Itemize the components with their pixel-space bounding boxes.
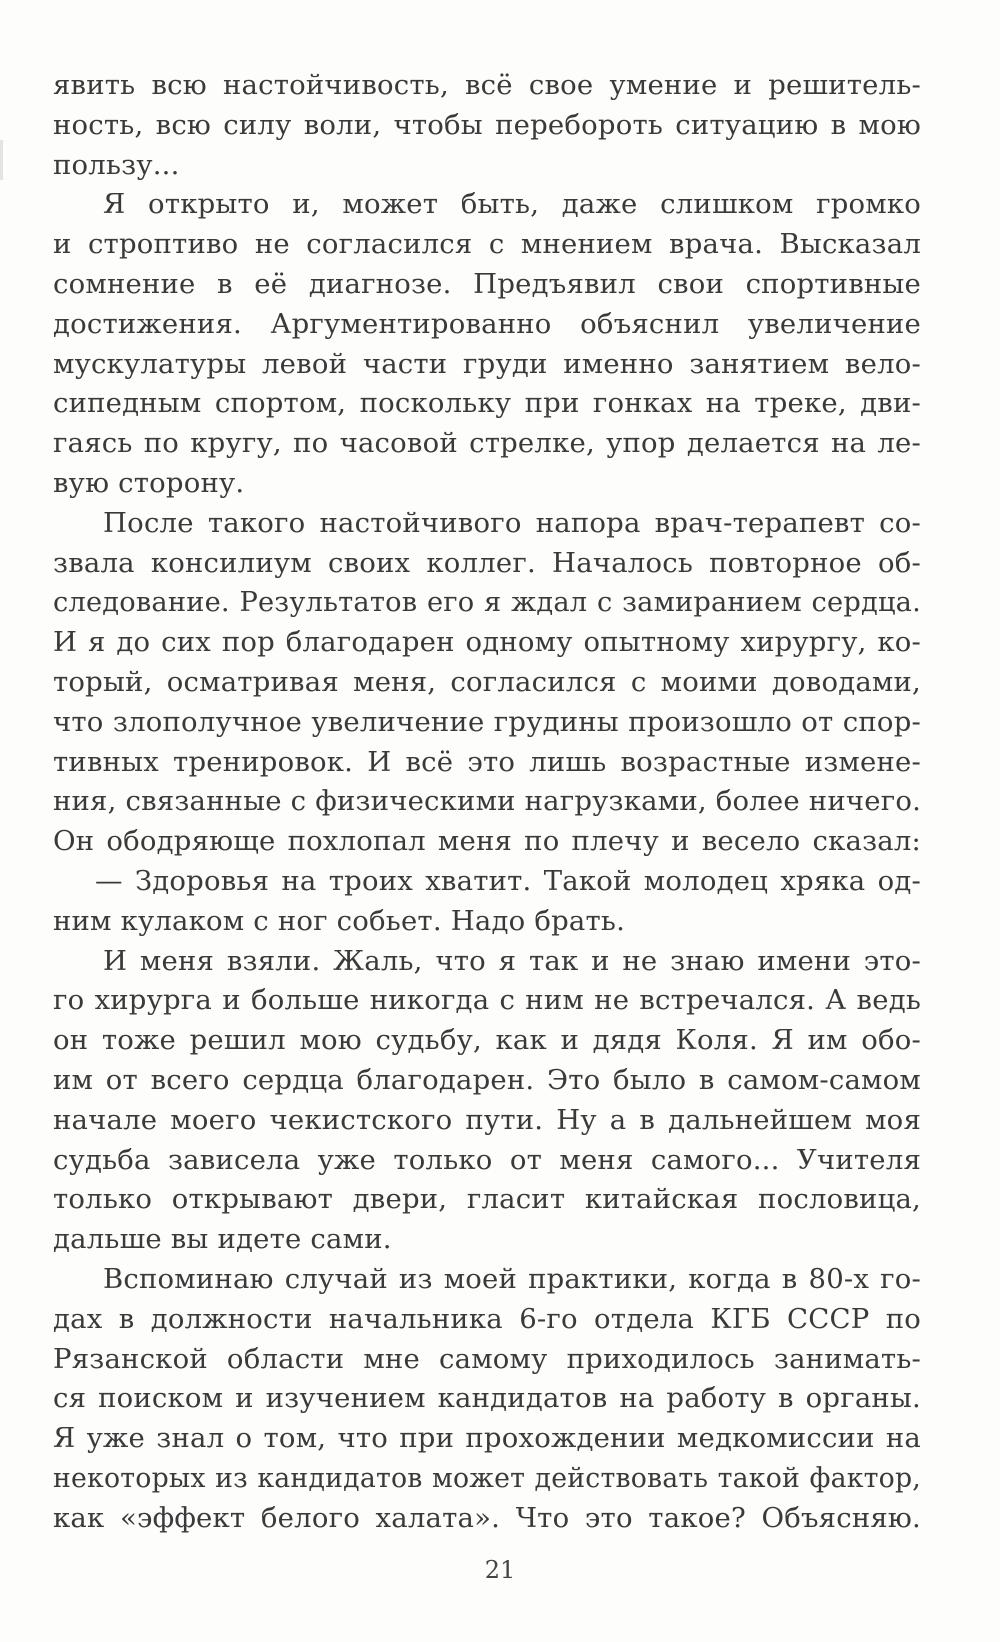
text-line: торый, осматривая меня, согласился с моими доводами, <box>53 665 921 698</box>
text-line: го хирурга и больше никогда с ним не встречался. А ведь <box>53 984 921 1017</box>
text-line: Я открыто и, может быть, даже слишком громко <box>103 188 921 221</box>
text-line: дах в должности начальника 6-го отдела КГБ СССР по <box>53 1302 921 1335</box>
text-line: И меня взяли. Жаль, что я так и не знаю имени это- <box>103 944 921 977</box>
text-line: сомнение в её диагнозе. Предъявил свои спортивные <box>53 267 921 300</box>
text-line: мускулатуры левой части груди именно занятием вело- <box>53 347 921 380</box>
text-line: — Здоровья на троих хватит. Такой молодец хряка од- <box>95 864 921 897</box>
text-line: И я до сих пор благодарен одному опытному хирургу, ко- <box>53 626 921 659</box>
text-line: сипедным спортом, поскольку при гонках на треке, дви- <box>53 387 921 420</box>
text-line: как «эффект белого халата». Что это такое? Объясняю. <box>53 1501 921 1534</box>
page-edge-shadow <box>0 140 3 180</box>
text-line: явить всю настойчивость, всё свое умение и решитель- <box>53 69 921 101</box>
text-line: После такого настойчивого напора врач-терапевт со- <box>103 506 921 539</box>
body-text <box>53 66 921 1538</box>
text-line: тивных тренировок. И всё это лишь возрастные измене- <box>53 745 921 778</box>
text-line: что злополучное увеличение грудины произошло от спор- <box>53 705 921 738</box>
text-line: им от всего сердца благодарен. Это было в самом-самом <box>53 1063 921 1096</box>
text-line: Он ободряюще похлопал меня по плечу и весело сказал: <box>53 825 921 858</box>
text-line: ния, связанные с физическими нагрузками, более ничего. <box>53 785 922 818</box>
text-line: ся поиском и изучением кандидатов на работу в органы. <box>53 1382 921 1415</box>
text-line: только открывают двери, гласит китайская пословица, <box>53 1183 921 1216</box>
text-line: пользу... <box>53 148 180 181</box>
text-line: ним кулаком с ног собьет. Надо брать. <box>53 904 626 937</box>
text-line: начале моего чекистского пути. Ну а в дальнейшем моя <box>53 1103 921 1136</box>
text-line: звала консилиум своих коллег. Началось повторное об- <box>53 546 921 579</box>
text-line: вую сторону. <box>53 466 245 499</box>
text-line: Рязанской области мне самому приходилось занимать- <box>53 1342 921 1375</box>
text-line: гаясь по кругу, по часовой стрелке, упор делается на ле- <box>53 427 921 460</box>
page-number: 21 <box>484 1556 516 1584</box>
text-line: дальше вы идете сами. <box>53 1223 392 1256</box>
text-line: некоторых из кандидатов может действовать такой фактор, <box>53 1462 921 1494</box>
text-line: судьба зависела уже только от меня самого... Учителя <box>53 1143 921 1176</box>
text-line: Вспоминаю случай из моей практики, когда в 80-х го- <box>103 1262 921 1295</box>
text-line: ность, всю силу воли, чтобы перебороть ситуацию в мою <box>53 108 921 141</box>
text-line: достижения. Аргументированно объяснил увеличение <box>53 307 921 340</box>
text-line: Я уже знал о том, что при прохождении медкомиссии на <box>53 1422 921 1455</box>
text-line: и строптиво не согласился с мнением врача. Высказал <box>53 228 921 261</box>
text-line: он тоже решил мою судьбу, как и дядя Коля. Я им обо- <box>53 1024 921 1057</box>
text-line: следование. Результатов его я ждал с замиранием сердца. <box>53 587 921 619</box>
